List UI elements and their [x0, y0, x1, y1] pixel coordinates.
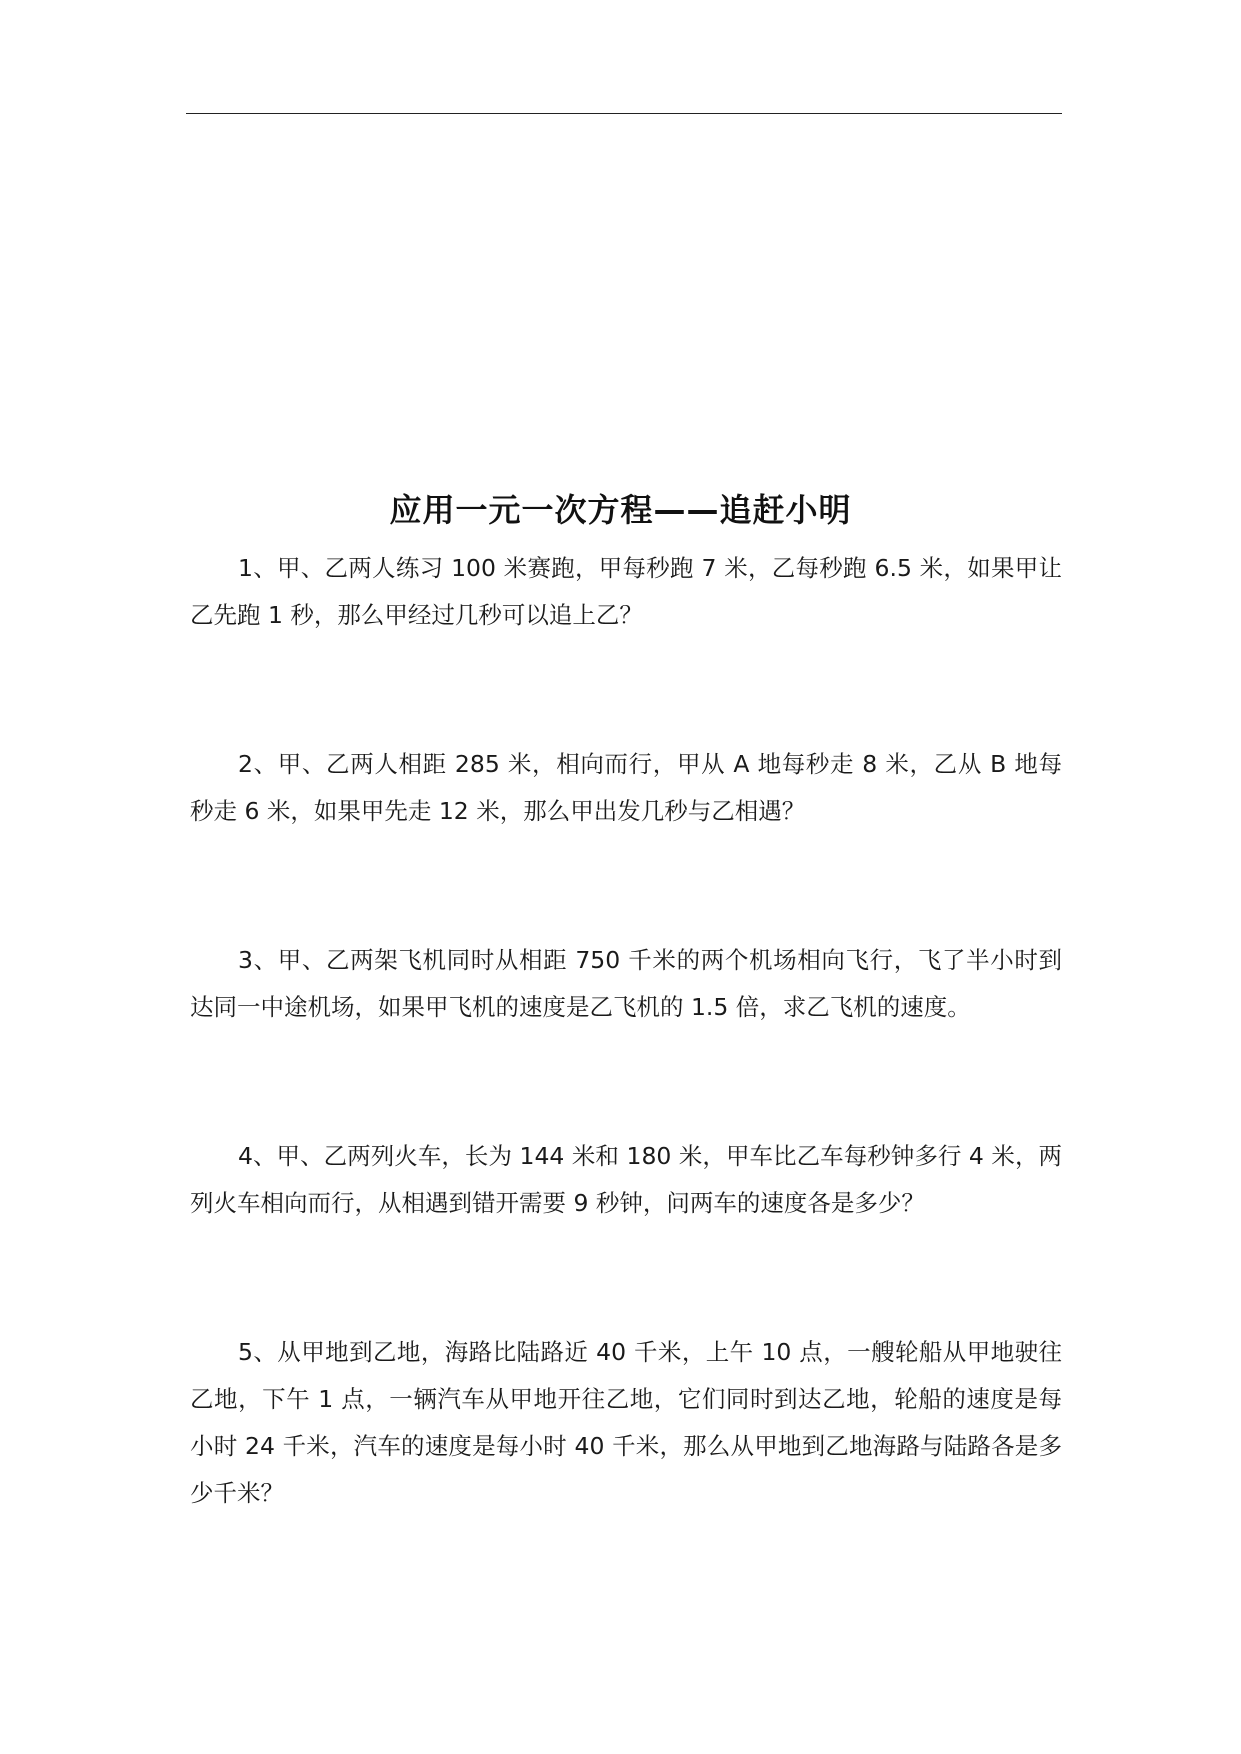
problem-2: 2、甲、乙两人相距 285 米，相向而行，甲从 A 地每秒走 8 米，乙从 B 地每秒走 6 米，如果甲先走 12 米，那么甲出发几秒与乙相遇？	[190, 750, 1062, 825]
header-rule	[186, 113, 1062, 114]
problem-3: 3、甲、乙两架飞机同时从相距 750 千米的两个机场相向飞行，飞了半小时到达同一中途机场，如果甲飞机的速度是乙飞机的 1.5 倍，求乙飞机的速度。	[190, 946, 1062, 1021]
problem-4: 4、甲、乙两列火车，长为 144 米和 180 米，甲车比乙车每秒钟多行 4 米，两列火车相向而行，从相遇到错开需要 9 秒钟，问两车的速度各是多少？	[190, 1142, 1062, 1217]
problem-5: 5、从甲地到乙地，海路比陆路近 40 千米，上午 10 点，一艘轮船从甲地驶往乙地，下午 1 点，一辆汽车从甲地开往乙地，它们同时到达乙地，轮船的速度是每小时 24 千米，汽车的速度是每小时 40 千米，那么从甲地到乙地海路与陆路各是多少千米？	[190, 1338, 1062, 1507]
page-title: 应用一元一次方程——追赶小明	[389, 491, 852, 529]
problem-1: 1、甲、乙两人练习 100 米赛跑，甲每秒跑 7 米，乙每秒跑 6.5 米，如果甲让乙先跑 1 秒，那么甲经过几秒可以追上乙？	[190, 554, 1062, 629]
